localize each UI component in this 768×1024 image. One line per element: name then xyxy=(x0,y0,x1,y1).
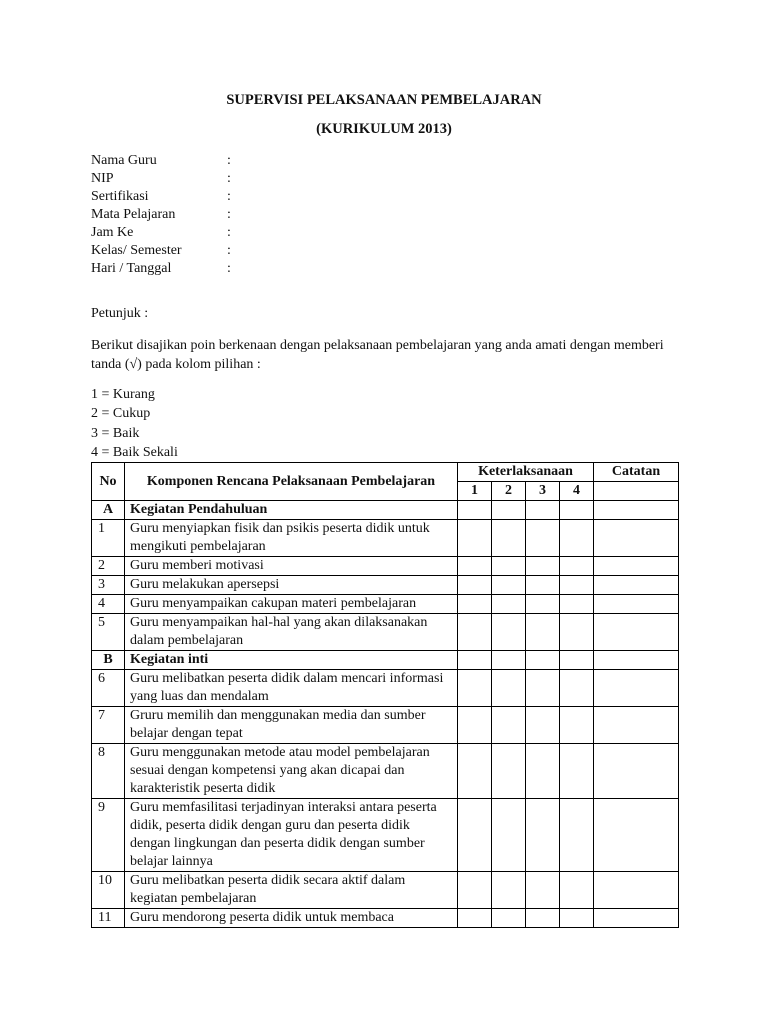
score-cell-3[interactable] xyxy=(526,799,560,872)
identity-field-colon: : xyxy=(227,153,231,168)
score-cell-3[interactable] xyxy=(526,557,560,576)
notes-cell[interactable] xyxy=(594,799,679,872)
document-subtitle: (KURIKULUM 2013) xyxy=(316,121,452,137)
row-number: 3 xyxy=(92,576,125,595)
identity-field-label: Kelas/ Semester xyxy=(91,243,182,258)
score-cell-3[interactable] xyxy=(526,670,560,707)
header-score-2: 2 xyxy=(492,482,526,501)
identity-field-colon: : xyxy=(227,189,231,204)
identity-field-label: Nama Guru xyxy=(91,153,157,168)
notes-cell[interactable] xyxy=(594,520,679,557)
identity-field-colon: : xyxy=(227,261,231,276)
component-text: Guru melibatkan peserta didik secara aktif dalam kegiatan pembelajaran xyxy=(125,872,458,909)
score-cell-1[interactable] xyxy=(458,595,492,614)
row-number: 2 xyxy=(92,557,125,576)
row-number: 7 xyxy=(92,707,125,744)
score-cell-3[interactable] xyxy=(526,707,560,744)
identity-field-row xyxy=(91,206,391,224)
identity-field-label: Hari / Tanggal xyxy=(91,261,172,276)
score-cell-3[interactable] xyxy=(526,744,560,799)
score-cell-1[interactable] xyxy=(458,614,492,651)
score-cell-1[interactable] xyxy=(458,799,492,872)
score-cell-2[interactable] xyxy=(492,520,526,557)
instructions-label: Petunjuk : xyxy=(91,306,149,321)
component-text: Guru menyampaikan cakupan materi pembelajaran xyxy=(125,595,458,614)
table-row xyxy=(92,744,679,799)
score-cell-3[interactable] xyxy=(526,614,560,651)
identity-field-colon: : xyxy=(227,171,231,186)
score-cell-1[interactable] xyxy=(458,520,492,557)
table-row xyxy=(92,520,679,557)
notes-cell[interactable] xyxy=(594,614,679,651)
score-cell-4[interactable] xyxy=(560,576,594,595)
score-cell-2[interactable] xyxy=(492,744,526,799)
table-row xyxy=(92,909,679,928)
row-number: 9 xyxy=(92,799,125,872)
score-cell-4[interactable] xyxy=(560,557,594,576)
score-cell-3[interactable] xyxy=(526,520,560,557)
table-row xyxy=(92,707,679,744)
score-cell-3[interactable] xyxy=(526,576,560,595)
identity-field-row xyxy=(91,152,391,170)
header-keterlaksanaan: Keterlaksanaan xyxy=(458,463,594,482)
score-cell-4[interactable] xyxy=(560,872,594,909)
scale-item: 3 = Baik xyxy=(91,425,140,441)
scale-item: 1 = Kurang xyxy=(91,387,155,402)
score-cell-2[interactable] xyxy=(492,799,526,872)
header-score-3: 3 xyxy=(526,482,560,501)
score-cell-1[interactable] xyxy=(458,909,492,928)
header-score-4: 4 xyxy=(560,482,594,501)
identity-field-row xyxy=(91,170,391,188)
score-cell-3[interactable] xyxy=(526,595,560,614)
header-component: Komponen Rencana Pelaksanaan Pembelajaran xyxy=(125,463,458,501)
identity-field-label: NIP xyxy=(91,171,114,186)
notes-cell[interactable] xyxy=(594,557,679,576)
component-text: Gruru memilih dan menggunakan media dan sumber belajar dengan tepat xyxy=(125,707,458,744)
score-cell-4[interactable] xyxy=(560,799,594,872)
notes-cell[interactable] xyxy=(594,909,679,928)
score-cell-1[interactable] xyxy=(458,872,492,909)
score-cell-2[interactable] xyxy=(492,670,526,707)
row-number: 10 xyxy=(92,872,125,909)
score-cell-4[interactable] xyxy=(560,520,594,557)
score-cell-2[interactable] xyxy=(492,595,526,614)
score-cell-2[interactable] xyxy=(492,872,526,909)
score-cell-2[interactable] xyxy=(492,651,526,670)
score-cell-1[interactable] xyxy=(458,557,492,576)
section-title: Kegiatan Pendahuluan xyxy=(125,501,458,520)
score-cell-4[interactable] xyxy=(560,501,594,520)
table-row xyxy=(92,595,679,614)
row-number: 6 xyxy=(92,670,125,707)
score-cell-4[interactable] xyxy=(560,744,594,799)
score-cell-2[interactable] xyxy=(492,707,526,744)
score-cell-1[interactable] xyxy=(458,707,492,744)
component-text: Guru melibatkan peserta didik dalam mencari informasi yang luas dan mendalam xyxy=(125,670,458,707)
score-cell-4[interactable] xyxy=(560,614,594,651)
score-cell-3[interactable] xyxy=(526,501,560,520)
score-cell-4[interactable] xyxy=(560,909,594,928)
identity-field-row xyxy=(91,260,391,278)
component-text: Guru memfasilitasi terjadinyan interaksi antara peserta didik, peserta didik dengan guru dan peserta didik dengan lingkungan dan peserta didik dengan sumber belajar lainnya xyxy=(125,799,458,872)
scale-item: 2 = Cukup xyxy=(91,406,151,422)
score-cell-1[interactable] xyxy=(458,576,492,595)
row-number: B xyxy=(92,651,125,670)
score-cell-2[interactable] xyxy=(492,614,526,651)
assessment-table xyxy=(91,462,679,928)
identity-field-label: Sertifikasi xyxy=(91,189,149,204)
score-cell-4[interactable] xyxy=(560,670,594,707)
notes-cell[interactable] xyxy=(594,872,679,909)
identity-field-row xyxy=(91,224,391,242)
score-cell-2[interactable] xyxy=(492,909,526,928)
row-number: 8 xyxy=(92,744,125,799)
table-row xyxy=(92,576,679,595)
score-cell-4[interactable] xyxy=(560,595,594,614)
instructions-text: Berikut disajikan poin berkenaan dengan pelaksanaan pembelajaran yang anda amati dengan memberi tanda (√) pada kolom pilihan : xyxy=(91,338,664,372)
section-row xyxy=(92,501,679,520)
notes-cell[interactable] xyxy=(594,670,679,707)
header-no: No xyxy=(92,463,125,501)
component-text: Guru mendorong peserta didik untuk membaca xyxy=(125,909,458,928)
component-text: Guru memberi motivasi xyxy=(125,557,458,576)
section-title: Kegiatan inti xyxy=(125,651,458,670)
component-text: Guru menyiapkan fisik dan psikis peserta didik untuk mengikuti pembelajaran xyxy=(125,520,458,557)
table-row xyxy=(92,557,679,576)
score-cell-1[interactable] xyxy=(458,744,492,799)
score-cell-4[interactable] xyxy=(560,651,594,670)
table-row xyxy=(92,670,679,707)
identity-field-row xyxy=(91,188,391,206)
header-notes-blank xyxy=(594,482,679,501)
notes-cell[interactable] xyxy=(594,595,679,614)
notes-cell[interactable] xyxy=(594,651,679,670)
score-cell-1[interactable] xyxy=(458,651,492,670)
score-cell-3[interactable] xyxy=(526,872,560,909)
section-row xyxy=(92,651,679,670)
row-number: A xyxy=(92,501,125,520)
score-cell-2[interactable] xyxy=(492,557,526,576)
identity-field-colon: : xyxy=(227,225,231,240)
score-cell-4[interactable] xyxy=(560,707,594,744)
notes-cell[interactable] xyxy=(594,707,679,744)
scale-item: 4 = Baik Sekali xyxy=(91,444,178,460)
document-title: SUPERVISI PELAKSANAAN PEMBELAJARAN xyxy=(226,92,542,108)
rating-scale xyxy=(91,385,178,462)
notes-cell[interactable] xyxy=(594,501,679,520)
row-number: 5 xyxy=(92,614,125,651)
component-text: Guru menyampaikan hal-hal yang akan dilaksanakan dalam pembelajaran xyxy=(125,614,458,651)
header-notes: Catatan xyxy=(594,463,679,482)
identity-field-label: Jam Ke xyxy=(91,225,134,240)
identity-field-colon: : xyxy=(227,207,231,222)
row-number: 11 xyxy=(92,909,125,928)
notes-cell[interactable] xyxy=(594,576,679,595)
table-row xyxy=(92,799,679,872)
table-row xyxy=(92,614,679,651)
identity-field-row xyxy=(91,242,391,260)
row-number: 1 xyxy=(92,520,125,557)
header-score-1: 1 xyxy=(458,482,492,501)
score-cell-1[interactable] xyxy=(458,501,492,520)
table-row xyxy=(92,872,679,909)
row-number: 4 xyxy=(92,595,125,614)
identity-field-label: Mata Pelajaran xyxy=(91,207,176,222)
identity-fields xyxy=(91,152,391,278)
score-cell-2[interactable] xyxy=(492,501,526,520)
component-text: Guru menggunakan metode atau model pembelajaran sesuai dengan kompetensi yang akan dicapai dan karakteristik peserta didik xyxy=(125,744,458,799)
score-cell-3[interactable] xyxy=(526,651,560,670)
notes-cell[interactable] xyxy=(594,744,679,799)
identity-field-colon: : xyxy=(227,243,231,258)
score-cell-3[interactable] xyxy=(526,909,560,928)
score-cell-2[interactable] xyxy=(492,576,526,595)
score-cell-1[interactable] xyxy=(458,670,492,707)
component-text: Guru melakukan apersepsi xyxy=(125,576,458,595)
